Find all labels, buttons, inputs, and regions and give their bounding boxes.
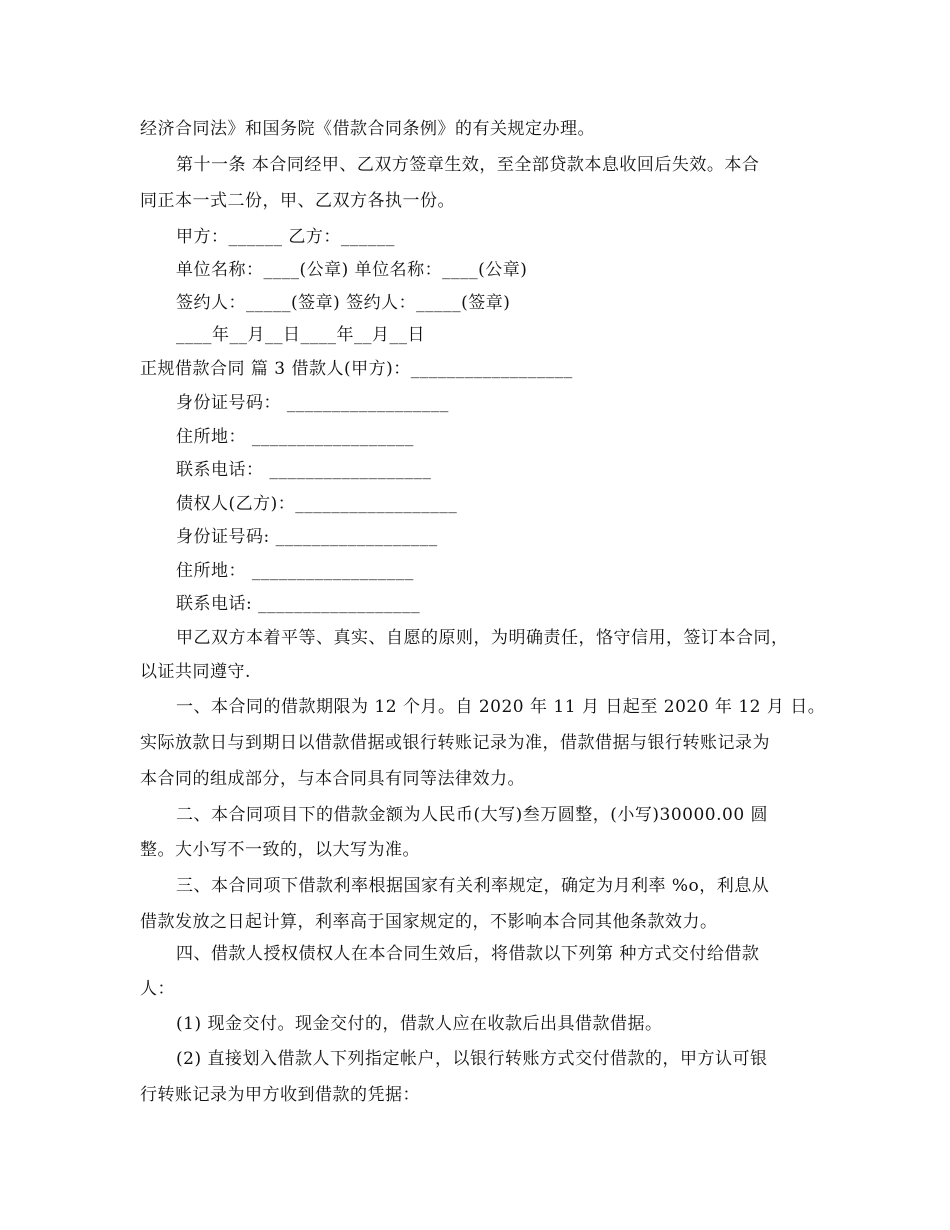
text-line: 债权人(乙方)：__________________ xyxy=(176,494,458,514)
text-line: 以证共同遵守. xyxy=(140,662,251,682)
text-line: 联系电话： __________________ xyxy=(176,460,432,480)
text-line: 甲方：______ 乙方：______ xyxy=(176,227,395,247)
text-line: 住所地： __________________ xyxy=(176,561,414,581)
text-line: 四、借款人授权债权人在本合同生效后，将借款以下列第 种方式交付给借款 xyxy=(176,944,760,964)
text-line: ____年__月__日____年__月__日 xyxy=(176,325,425,345)
text-line: 同正本一式二份，甲、乙双方各执一份。 xyxy=(140,191,455,211)
text-line: 经济合同法》和国务院《借款合同条例》的有关规定办理。 xyxy=(140,119,595,139)
text-line: 本合同的组成部分，与本合同具有同等法律效力。 xyxy=(140,769,525,789)
text-line: 实际放款日与到期日以借款借据或银行转账记录为准，借款借据与银行转账记录为 xyxy=(140,733,770,753)
text-line: 行转账记录为甲方收到借款的凭据： xyxy=(140,1085,420,1105)
text-line: 二、本合同项目下的借款金额为人民币(大写)叁万圆整，(小写)30000.00 圆 xyxy=(176,805,769,825)
text-line: 一、本合同的借款期限为 12 个月。自 2020 年 11 月 日起至 2020 年 12 月 日。 xyxy=(176,697,826,717)
text-line: 借款发放之日起计算，利率高于国家规定的，不影响本合同其他条款效力。 xyxy=(140,912,718,932)
text-line: (2) 直接划入借款人下列指定帐户，以银行转账方式交付借款的，甲方认可银 xyxy=(176,1049,768,1069)
text-line: 单位名称：____(公章) 单位名称：____(公章) xyxy=(176,260,528,280)
text-line: 签约人：_____(签章) 签约人：_____(签章) xyxy=(176,293,511,313)
text-line: 整。大小写不一致的，以大写为准。 xyxy=(140,840,420,860)
text-line: 身份证号码: __________________ xyxy=(176,527,438,547)
text-line: 人： xyxy=(140,979,175,999)
text-line: 正规借款合同 篇 3 借款人(甲方)：__________________ xyxy=(140,359,573,379)
text-line: 三、本合同项下借款利率根据国家有关利率规定，确定为月利率 %o，利息从 xyxy=(176,876,770,896)
text-line: 甲乙双方本着平等、真实、自愿的原则，为明确责任，恪守信用，签订本合同， xyxy=(176,628,789,648)
text-line: 住所地： __________________ xyxy=(176,427,414,447)
text-line: 第十一条 本合同经甲、乙双方签章生效，至全部贷款本息收回后失效。本合 xyxy=(176,155,760,175)
text-line: (1) 现金交付。现金交付的，借款人应在收款后出具借款借据。 xyxy=(176,1014,663,1034)
text-line: 身份证号码： __________________ xyxy=(176,393,449,413)
text-line: 联系电话: __________________ xyxy=(176,594,421,614)
